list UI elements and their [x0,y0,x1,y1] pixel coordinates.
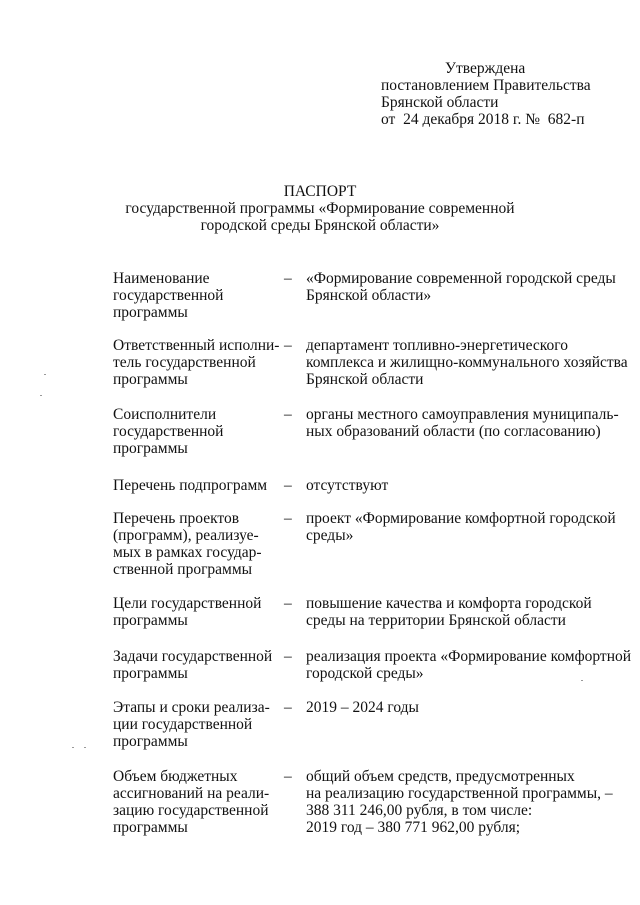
title-line: ПАСПОРТ [283,183,357,200]
title-line: городской среды Брянской области» [200,217,440,234]
value-line: департамент топливно-энергетического [306,337,568,354]
value-line: Брянской области» [306,287,432,304]
row-value [306,699,636,716]
row-value [306,406,636,440]
label-line: Наименование [113,270,210,287]
approval-line: от 24 декабря 2018 г. № 682-п [381,111,585,128]
value-line: Брянской области [306,371,424,388]
value-line: 2019 – 2024 годы [306,699,419,716]
label-line: программы [113,304,188,321]
row-value [306,595,636,629]
value-line: на реализацию государственной программы, – [306,785,613,802]
label-line: мых в рамках государ- [113,544,262,561]
label-line: программы [113,440,188,457]
label-line: Перечень подпрограмм [113,477,268,494]
scan-speck [44,374,46,375]
value-line: проект «Формирование комфортной городской [306,510,616,527]
row-label [113,595,273,629]
label-line: зацию государственной [113,802,269,819]
row-dash: – [284,406,292,423]
row-dash: – [284,477,292,494]
row-dash: – [284,337,292,354]
row-value [306,270,636,304]
label-line: государственной [113,287,224,304]
label-line: Перечень проектов [113,510,240,527]
label-line: Объем бюджетных [113,768,238,785]
row-dash: – [284,699,292,716]
row-dash: – [284,270,292,287]
label-line: программы [113,612,188,629]
label-line: государственной [113,423,224,440]
label-line: Задачи государственной [113,648,273,665]
row-label [113,477,273,494]
value-line: городской среды» [306,665,424,682]
label-line: тель государственной [113,354,256,371]
value-line: реализация проекта «Формирование комфортной [306,648,632,665]
value-line: среды» [306,527,354,544]
label-line: Ответственный исполни- [113,337,280,354]
label-line: ственной программы [113,561,253,578]
row-value [306,768,636,836]
label-line: (программ), реализуе- [113,527,259,544]
value-line: ных образований области (по согласованию) [306,423,601,440]
row-label [113,337,280,388]
row-dash: – [284,768,292,785]
row-label [113,406,273,457]
label-line: Соисполнители [113,406,217,423]
label-line: программы [113,371,188,388]
label-line: программы [113,665,188,682]
scan-speck [72,747,74,748]
value-line: «Формирование современной городской среды [306,270,616,287]
row-value [306,337,636,388]
label-line: ции государственной [113,716,253,733]
value-line: отсутствуют [306,477,389,494]
label-line: Этапы и сроки реализа- [113,699,270,716]
value-line: 388 311 246,00 рубля, в том числе: [306,802,533,819]
scan-speck [84,747,86,748]
row-dash: – [284,595,292,612]
approval-line: Утверждена [445,60,526,77]
value-line: органы местного самоуправления муниципаль- [306,406,619,423]
row-value [306,648,636,682]
approval-line: постановлением Правительства [381,77,591,94]
scan-speck [40,395,42,396]
value-line: общий объем средств, предусмотренных [306,768,575,785]
scan-speck [581,680,583,681]
row-label [113,768,273,836]
label-line: ассигнований на реали- [113,785,270,802]
row-value [306,477,636,494]
label-line: Цели государственной [113,595,262,612]
row-dash: – [284,510,292,527]
approval-line: Брянской области [381,94,499,111]
label-line: программы [113,733,188,750]
value-line: комплекса и жилищно-коммунального хозяйства [306,354,628,371]
row-value [306,510,636,544]
row-label [113,270,273,321]
value-line: 2019 год – 380 771 962,00 рубля; [306,819,521,836]
row-dash: – [284,648,292,665]
value-line: повышение качества и комфорта городской [306,595,592,612]
row-label [113,648,273,682]
label-line: программы [113,819,188,836]
title-line: государственной программы «Формирование современной [125,200,515,217]
row-label [113,699,273,750]
value-line: среды на территории Брянской области [306,612,566,629]
row-label [113,510,273,578]
